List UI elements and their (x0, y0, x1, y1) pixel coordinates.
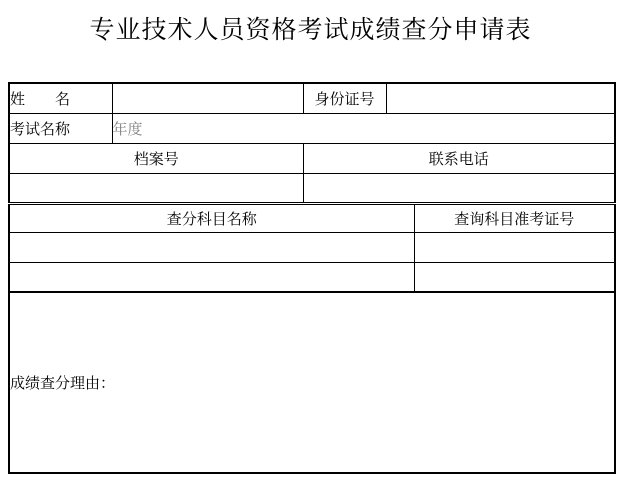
ticket-number-header: 查询科目准考证号 (414, 203, 615, 232)
score-review-application-table (8, 82, 616, 474)
year-hint-text: 年度 (112, 121, 143, 138)
reason-label: 成绩查分理由： (10, 376, 116, 392)
row-file-phone-headers (9, 143, 615, 173)
subject-row-2 (9, 262, 615, 292)
row-file-phone-values (9, 173, 615, 203)
phone-header: 联系电话 (303, 143, 615, 173)
id-number-label: 身份证号 (303, 83, 386, 113)
phone-input-cell[interactable] (303, 173, 615, 203)
row-name-id (9, 83, 615, 113)
name-input-cell[interactable] (112, 83, 303, 113)
exam-name-input-cell[interactable] (112, 113, 615, 143)
subject-2-input-cell[interactable] (9, 262, 414, 292)
page-title: 专业技术人员资格考试成绩查分申请表 (89, 17, 532, 44)
reason-input-cell[interactable] (9, 292, 615, 473)
id-number-input-cell[interactable] (386, 83, 615, 113)
subject-row-1 (9, 232, 615, 262)
row-exam-name (9, 113, 615, 143)
file-number-input-cell[interactable] (9, 173, 303, 203)
exam-name-label: 考试名称 (9, 113, 112, 143)
ticket-2-input-cell[interactable] (414, 262, 615, 292)
subject-1-input-cell[interactable] (9, 232, 414, 262)
ticket-1-input-cell[interactable] (414, 232, 615, 262)
subject-name-header: 查分科目名称 (9, 203, 414, 232)
file-number-header: 档案号 (9, 143, 303, 173)
name-label: 姓 名 (9, 83, 112, 113)
row-reason (9, 292, 615, 473)
row-subject-headers (9, 203, 615, 232)
